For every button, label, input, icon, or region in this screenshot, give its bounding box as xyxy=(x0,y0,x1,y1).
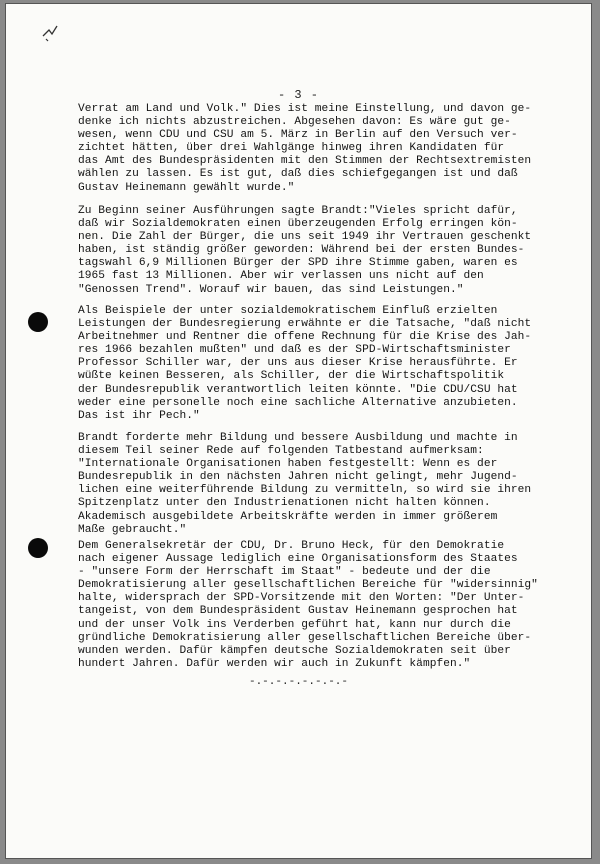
text-line: diesem Teil seiner Rede auf folgenden Tatbestand aufmerksam: xyxy=(78,445,484,458)
text-line: Brandt forderte mehr Bildung und bessere Ausbildung und machte in xyxy=(78,432,518,444)
text-line: denke ich nichts abzustreichen. Abgesehen davon: Es wäre gut ge- xyxy=(78,116,511,129)
end-marker: -.-.-.-.-.-.-.- xyxy=(248,676,349,688)
text-line: gründliche Demokratisierung aller gesellschaftlichen Bereiche über- xyxy=(78,631,532,644)
text-line: res 1966 bezahlen mußten" und daß es der SPD-Wirtschaftsminister xyxy=(78,344,511,357)
paragraph xyxy=(78,205,568,297)
text-line: der Bundesrepublik verantwortlich leiten könnte. "Die CDU/CSU hat xyxy=(78,383,518,396)
text-line: Als Beispiele der unter sozialdemokratischem Einfluß erzielten xyxy=(78,305,498,317)
text-line: Demokratisierung aller gesellschaftlichen Bereiche für "widersinnig" xyxy=(78,579,538,592)
text-line: halte, widersprach der SPD-Vorsitzende mit den Worten: "Der Unter- xyxy=(78,592,525,605)
text-line: und der unser Volk ins Verderben geführt hat, kann nur durch die xyxy=(78,618,511,631)
text-line: wunden werden. Dafür kämpfen deutsche Sozialdemokraten seit über xyxy=(78,644,511,657)
text-line: wüßte keinen Besseren, als Schiller, der die Wirtschaftspolitik xyxy=(78,370,505,383)
text-line: hundert Jahren. Dafür werden wir auch in Zukunft kämpfen." xyxy=(78,657,471,670)
text-line: Das ist ihr Pech." xyxy=(78,409,200,422)
text-line: "Internationale Organisationen haben festgestellt: Wenn es der xyxy=(78,458,498,471)
text-line: 1965 fast 13 Millionen. Aber wir verlassen uns nicht auf den xyxy=(78,270,484,283)
text-line: Akademisch ausgebildete Arbeitskräfte werden in immer größerem xyxy=(78,510,498,523)
text-line: Gustav Heinemann gewählt wurde." xyxy=(78,181,295,194)
text-line: nen. Die Zahl der Bürger, die uns seit 1949 ihr Vertrauen geschenkt xyxy=(78,231,532,244)
paragraph xyxy=(78,540,568,671)
text-line: "Genossen Trend". Worauf wir bauen, das sind Leistungen." xyxy=(78,283,464,296)
text-line: Spitzenplatz unter den Industrienationen nicht halten können. xyxy=(78,497,491,510)
paragraph xyxy=(78,432,568,537)
paragraph xyxy=(78,103,568,195)
text-line: Arbeitnehmer und Rentner die offene Rechnung für die Krise des Jah- xyxy=(78,331,532,344)
text-line: wesen, wenn CDU und CSU am 5. März in Berlin auf den Versuch ver- xyxy=(78,129,518,142)
text-line: lichen eine weiterführende Bildung zu vermitteln, so wird sie ihren xyxy=(78,484,532,497)
pen-scribble-icon xyxy=(40,22,62,44)
text-line: weder eine personelle noch eine sachliche Alternative anzubieten. xyxy=(78,396,518,409)
document-page xyxy=(6,4,591,858)
text-line: Professor Schiller war, der uns aus dieser Krise herausführte. Er xyxy=(78,357,518,370)
text-line: daß wir Sozialdemokraten einen überzeugenden Erfolg erringen kön- xyxy=(78,218,518,231)
text-line: tangeist, von dem Bundespräsident Gustav Heinemann gesprochen hat xyxy=(78,605,518,618)
text-line: tagswahl 6,9 Millionen Bürger der SPD ihre Stimme gaben, waren es xyxy=(78,257,518,270)
text-line: Dem Generalsekretär der CDU, Dr. Bruno Heck, für den Demokratie xyxy=(78,540,505,552)
text-line: Verrat am Land und Volk." Dies ist meine Einstellung, und davon ge- xyxy=(78,103,532,115)
text-line: das Amt des Bundespräsidenten mit den Stimmen der Rechtsextremisten xyxy=(78,155,532,168)
text-line: zichtet hätten, über drei Wahlgänge hinweg ihren Kandidaten für xyxy=(78,142,505,155)
text-line: Bundesrepublik in den nächsten Jahren nicht gelingt, mehr Jugend- xyxy=(78,471,518,484)
paragraph xyxy=(78,305,568,423)
hole-punch-icon xyxy=(28,312,48,332)
text-line: wählen zu lassen. Es ist gut, daß dies schiefgegangen ist und daß xyxy=(78,168,518,181)
text-line: - "unsere Form der Herrschaft im Staat" - bedeute und der die xyxy=(78,566,491,579)
text-line: haben, ist ständig größer geworden: Während bei der ersten Bundes- xyxy=(78,244,525,257)
hole-punch-icon xyxy=(28,538,48,558)
text-line: Zu Beginn seiner Ausführungen sagte Brandt:"Vieles spricht dafür, xyxy=(78,205,518,217)
text-line: Leistungen der Bundesregierung erwähnte er die Tatsache, "daß nicht xyxy=(78,318,532,331)
text-line: nach eigener Aussage lediglich eine Organisationsform des Staates xyxy=(78,553,518,566)
text-line: Maße gebraucht." xyxy=(78,523,187,536)
page-number: - 3 - xyxy=(277,88,319,102)
